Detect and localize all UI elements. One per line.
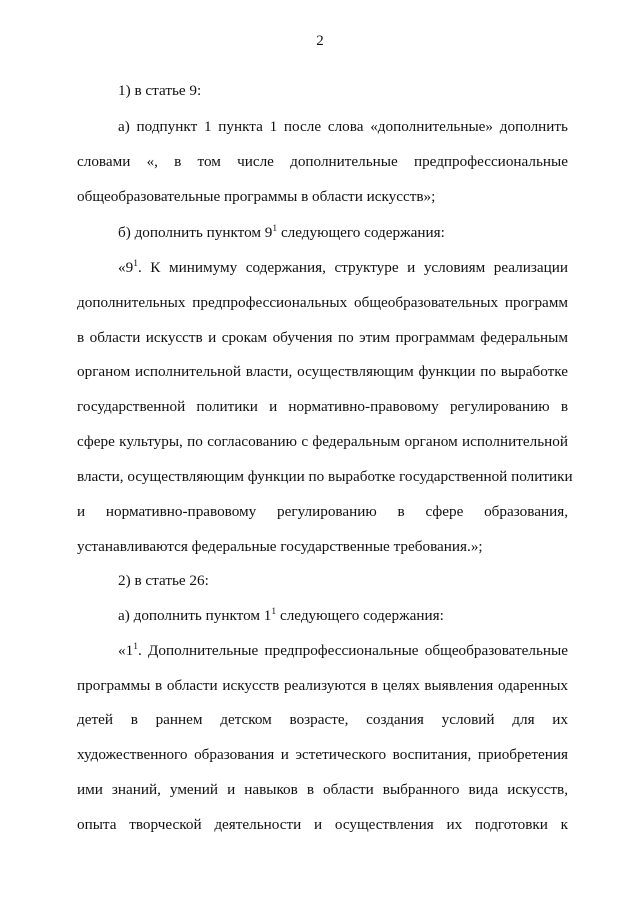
text-line [118,258,568,278]
superscript: 1 [133,641,138,652]
text-line: органом исполнительной власти, осуществляющим функции по выработке [77,363,568,380]
text-line [118,223,568,243]
text-line: и нормативно-правовому регулированию в сфере образования, [77,503,568,520]
text-fragment: следующего содержания: [279,607,444,624]
text-line [118,641,568,661]
text-line: государственной политики и нормативно-правовому регулированию в [77,398,568,415]
superscript: 1 [272,223,278,234]
text-line: сфере культуры, по согласованию с федеральным органом исполнительной [77,433,568,450]
text-fragment: а) дополнить пунктом 1 [118,607,272,624]
text-line: 2) в статье 26: [118,572,209,589]
text-line: 1) в статье 9: [118,82,202,99]
text-line: власти, осуществляющим функции по выработке государственной политики [77,468,573,485]
text-line: дополнительных предпрофессиональных общеобразовательных программ [77,294,568,311]
text-fragment: «1 [118,642,134,659]
page-number: 2 [316,33,324,49]
text-line: словами «, в том числе дополнительные предпрофессиональные [77,153,568,170]
text-fragment: б) дополнить пунктом 9 [118,224,273,241]
text-line: опыта творческой деятельности и осуществления их подготовки к [77,816,568,833]
text-line: детей в раннем детском возрасте, создания условий для их [77,711,568,728]
text-fragment: . К минимуму содержания, структуре и условиям реализации [137,259,568,276]
superscript: 1 [133,258,138,269]
text-line: ими знаний, умений и навыков в области выбранного вида искусств, [77,781,568,798]
text-line: а) подпункт 1 пункта 1 после слова «дополнительные» дополнить [118,118,568,135]
superscript: 1 [271,606,277,617]
text-fragment: следующего содержания: [280,224,445,241]
text-line: общеобразовательные программы в области искусств»; [77,188,436,205]
text-line [118,606,568,626]
text-line: устанавливаются федеральные государственные требования.»; [77,538,483,555]
text-fragment: . Дополнительные предпрофессиональные общеобразовательные [137,642,568,659]
text-line: программы в области искусств реализуются в целях выявления одаренных [77,677,568,694]
text-fragment: «9 [118,259,134,276]
text-line: в области искусств и срокам обучения по этим программам федеральным [77,329,568,346]
text-line: художественного образования и эстетического воспитания, приобретения [77,746,568,763]
